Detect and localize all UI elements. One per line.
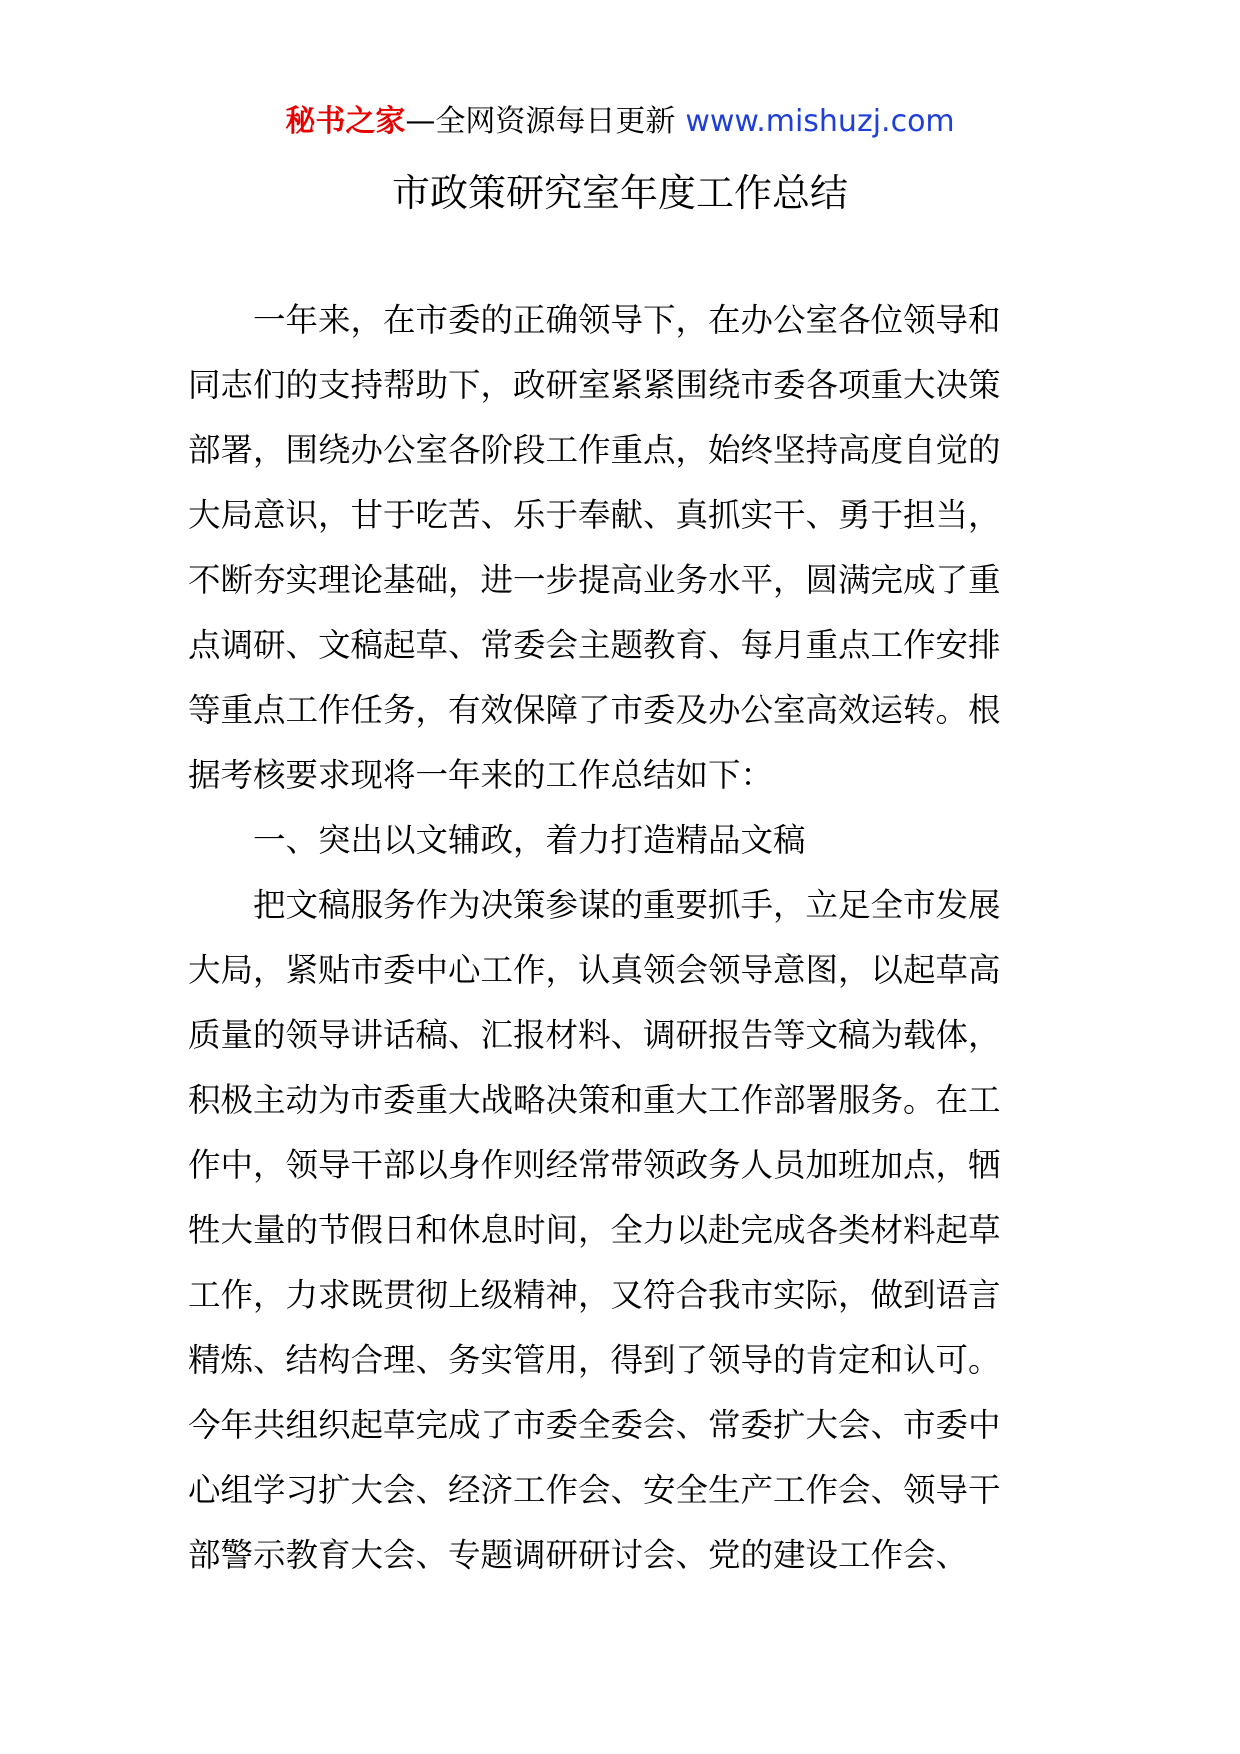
paragraph-line: 据考核要求现将一年来的工作总结如下：: [188, 756, 774, 794]
site-header: [0, 100, 1240, 144]
site-url-link[interactable]: www.mishuzj.com: [685, 104, 955, 139]
paragraph-line: 不断夯实理论基础，进一步提高业务水平，圆满完成了重: [188, 561, 1001, 599]
paragraph-line: 作中，领导干部以身作则经常带领政务人员加班加点，牺: [188, 1146, 1001, 1184]
paragraph-line: 把文稿服务作为决策参谋的重要抓手，立足全市发展: [253, 886, 1001, 924]
paragraph-line: 部署，围绕办公室各阶段工作重点，始终坚持高度自觉的: [188, 431, 1001, 469]
header-dash: —: [405, 104, 436, 139]
paragraph-line: 牲大量的节假日和休息时间，全力以赴完成各类材料起草: [188, 1211, 1001, 1249]
paragraph-line: 等重点工作任务，有效保障了市委及办公室高效运转。根: [188, 691, 1001, 729]
paragraph-line: 今年共组织起草完成了市委全委会、常委扩大会、市委中: [188, 1406, 1001, 1444]
paragraph-line: 大局意识，甘于吃苦、乐于奉献、真抓实干、勇于担当，: [188, 496, 1001, 534]
paragraph-line: 同志们的支持帮助下，政研室紧紧围绕市委各项重大决策: [188, 366, 1001, 404]
document-title: 市政策研究室年度工作总结: [391, 171, 848, 215]
paragraph-line: 工作，力求既贯彻上级精神，又符合我市实际，做到语言: [188, 1276, 1001, 1314]
paragraph-line: 精炼、结构合理、务实管用，得到了领导的肯定和认可。: [188, 1341, 1001, 1379]
paragraph-line: 质量的领导讲话稿、汇报材料、调研报告等文稿为载体，: [188, 1016, 1001, 1054]
header-tagline: 全网资源每日更新: [435, 104, 676, 139]
paragraph-line: 心组学习扩大会、经济工作会、安全生产工作会、领导干: [188, 1471, 1001, 1509]
paragraph-line: 部警示教育大会、专题调研研讨会、党的建设工作会、: [188, 1536, 969, 1574]
paragraph-line: 大局，紧贴市委中心工作，认真领会领导意图，以起草高: [188, 951, 1001, 989]
brand-name: 秘书之家: [285, 104, 406, 139]
paragraph-line: 一年来，在市委的正确领导下，在办公室各位领导和: [253, 301, 1001, 339]
paragraph-line: 积极主动为市委重大战略决策和重大工作部署服务。在工: [188, 1081, 1001, 1119]
document-body: [188, 288, 1054, 1588]
section-heading: 一、突出以文辅政，着力打造精品文稿: [253, 821, 806, 859]
paragraph-line: 点调研、文稿起草、常委会主题教育、每月重点工作安排: [188, 626, 1001, 664]
